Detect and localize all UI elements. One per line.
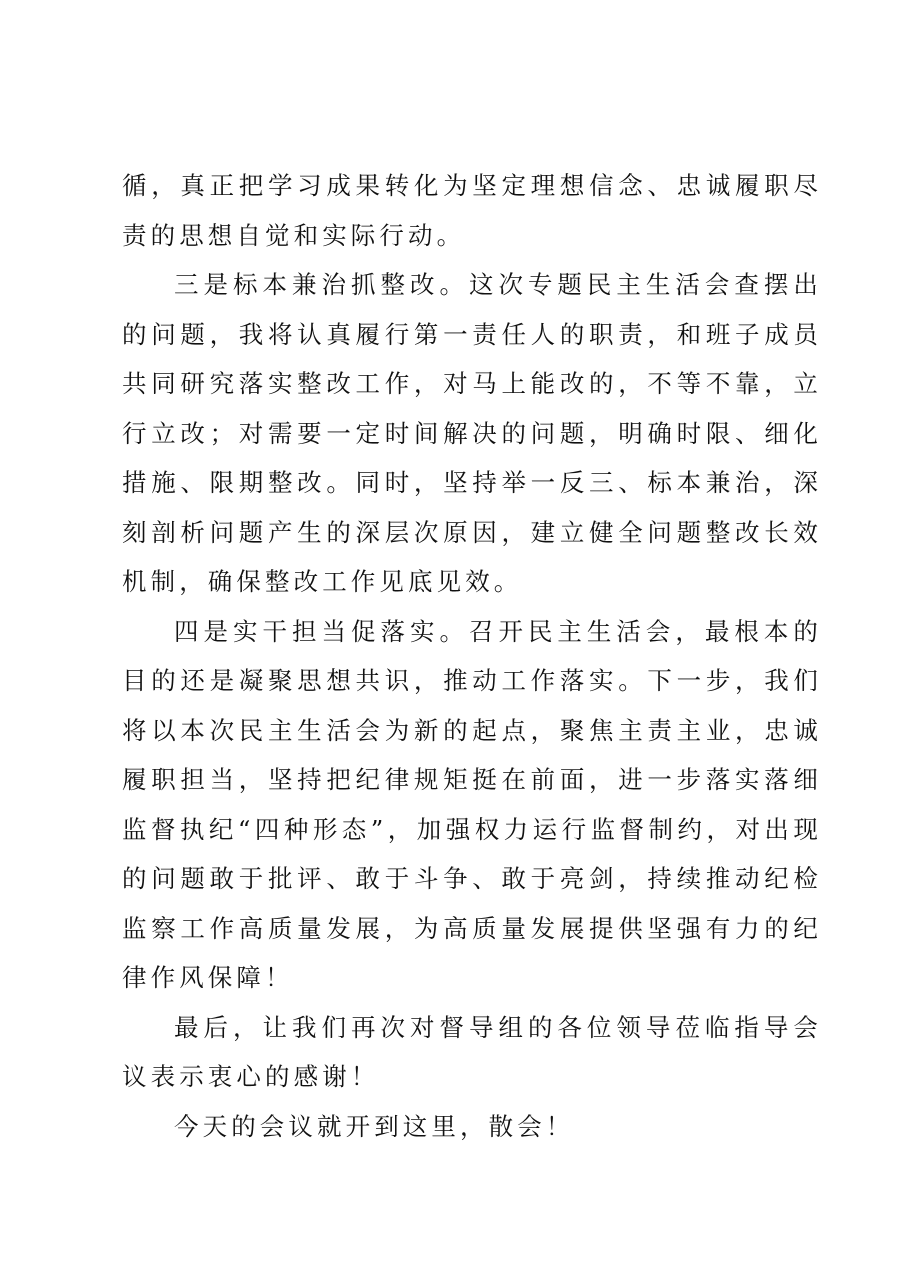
document-body [122,161,822,1151]
paragraph-thanks: 最后，让我们再次对督导组的各位领导莅临指导会议表示衷心的感谢！ [122,1012,822,1091]
paragraph-adjourn: 今天的会议就开到这里，散会！ [174,1111,575,1141]
paragraph-rectification: 三是标本兼治抓整改。这次专题民主生活会查摆出的问题，我将认真履行第一责任人的职责，和班子成员共同研究落实整改工作，对马上能改的，不等不靠，立行立改；对需要一定时间解决的问题，明确时限、细化措施、限期整改。同时，坚持举一反三、标本兼治，深刻剖析问题产生的深层次原因，建立健全问题整改长效机制，确保整改工作见底见效。 [122,270,822,596]
paragraph-implementation: 四是实干担当促落实。召开民主生活会，最根本的目的还是凝聚思想共识，推动工作落实。下一步，我们将以本次民主生活会为新的起点，聚焦主责主业，忠诚履职担当，坚持把纪律规矩挺在前面，进一步落实落细监督执纪“四种形态”，加强权力运行监督制约，对出现的问题敢于批评、敢于斗争、敢于亮剑，持续推动纪检监察工作高质量发展，为高质量发展提供坚强有力的纪律作风保障！ [122,616,822,992]
paragraph-continuation: 循，真正把学习成果转化为坚定理想信念、忠诚履职尽责的思想自觉和实际行动。 [122,171,822,250]
